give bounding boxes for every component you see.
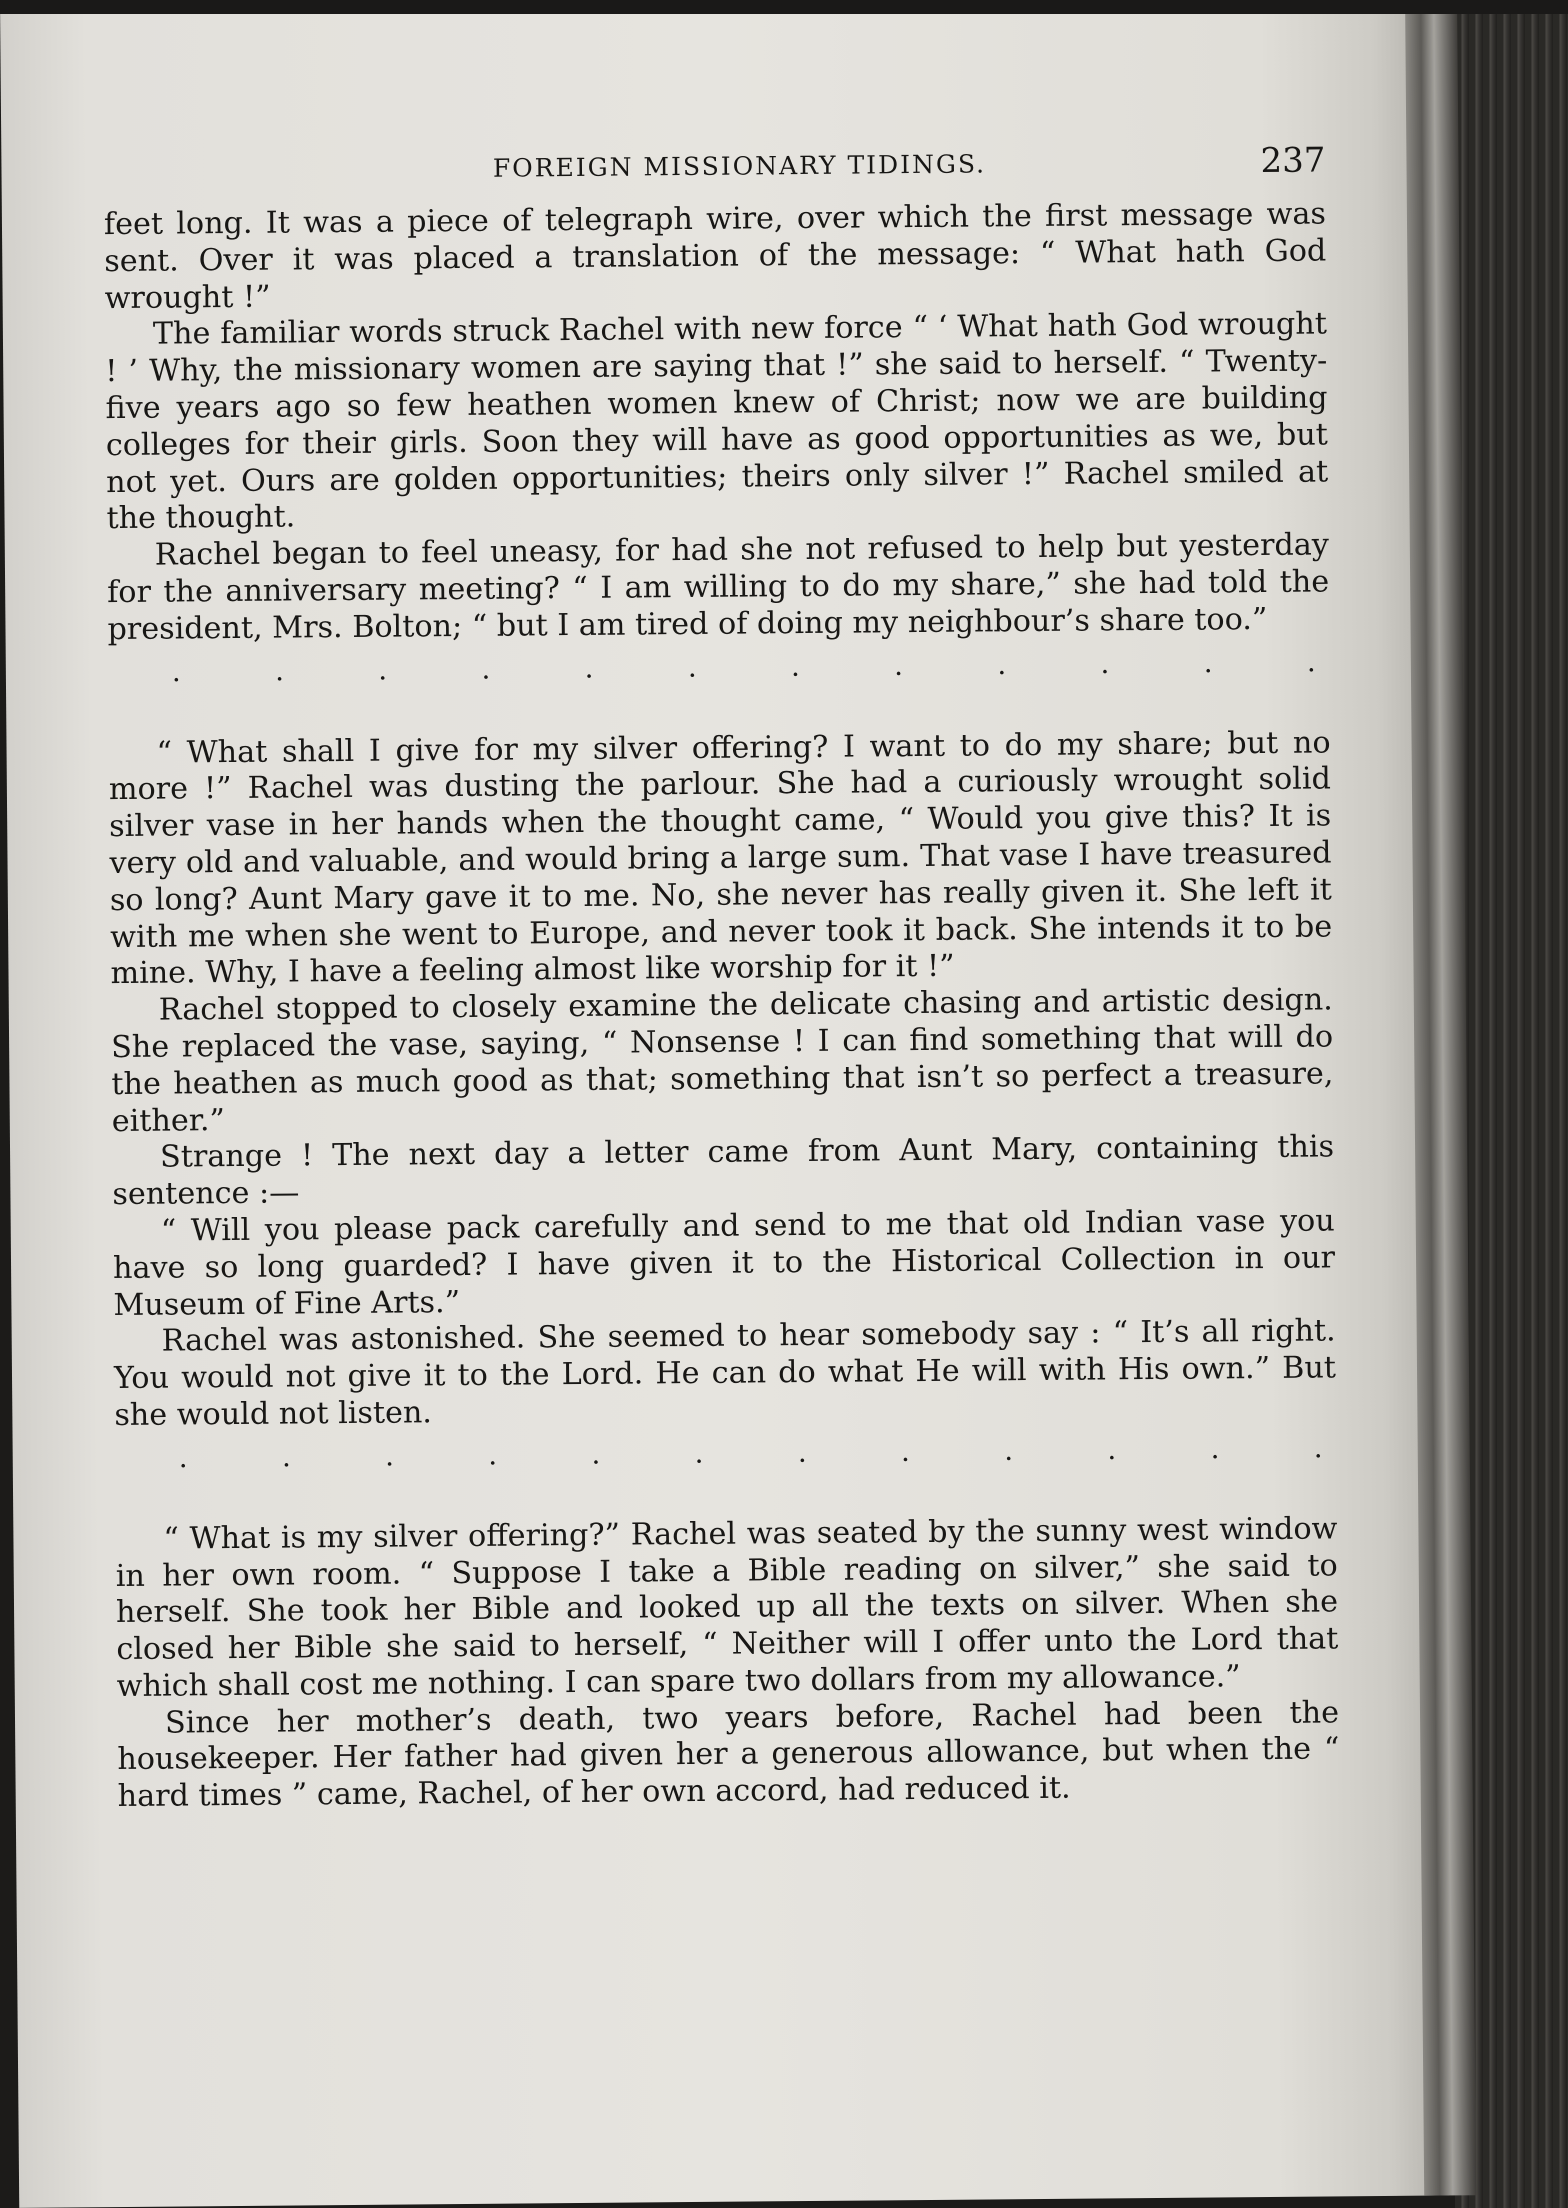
break-dot: · [591, 1445, 601, 1479]
break-dot: · [1306, 653, 1317, 687]
break-dot: · [385, 1447, 395, 1481]
paragraph-5: Rachel stopped to closely examine the delicate chasing and artistic design. She replaced the vase, saying, “ Nonsense ! I can find something that will do the heathen as much good as that; something that isn’t so perfect a treasure, either.” [110, 982, 1334, 1139]
paragraph-8: Rachel was astonished. She seemed to hear somebody say : “ It’s all right. You would not give it to the Lord. He can do what He will with His own.” But she would not listen. [113, 1313, 1337, 1433]
break-dot: · [900, 1442, 911, 1476]
break-dot: · [694, 1444, 704, 1478]
break-dot: · [1313, 1439, 1323, 1473]
break-dot: · [488, 1446, 498, 1480]
running-title: FOREIGN MISSIONARY TIDINGS. [492, 149, 987, 183]
paragraph-4: “ What shall I give for my silver offering? I want to do my share; but no more !” Rachel was dusting the parlour. She had a curiously wrought solid silver vase in her hands when the thought came, “ Would you give this? It is very old and valuable, and would bring a large sum. That vase I have treasured so long? Aunt Mary gave it to me. No, she never has really given it. She left it with me when she went to Europe, and never took it back. She intends it to be mine. Why, I have a feeling almost like worship for it !” [108, 724, 1333, 992]
section-break-dots [108, 652, 1330, 699]
paragraph-3: Rachel began to feel uneasy, for had she not refused to help but yesterday for the anniversary meeting? “ I am willing to do my share,” she had told the president, Mrs. Bolton; “ but I am tired of doing my neighbour’s share too.” [107, 527, 1330, 647]
paragraph-9: “ What is my silver offering?” Rachel was seated by the sunny west window in her own room. “ Suppose I take a Bible reading on silver,” she said to herself. She took her Bible and looked up all the texts on silver. When she closed her Bible she said to herself, “ Neither will I offer unto the Lord that which shall cost me nothing. I can spare two dollars from my allowance.” [115, 1511, 1339, 1704]
break-dot: · [1100, 654, 1110, 688]
running-header [103, 136, 1325, 207]
break-dot: · [1107, 1441, 1117, 1475]
break-dot: · [178, 1449, 188, 1483]
break-dot: · [1210, 1440, 1220, 1474]
text-block [103, 136, 1340, 1816]
break-dot: · [584, 659, 594, 693]
paragraph-10: Since her mother’s death, two years before, Rachel had been the housekeeper. Her father had given her a generous allowance, but when the “ hard times ” came, Rachel, of her own accord, had reduced it. [117, 1695, 1340, 1815]
paragraph-6: Strange ! The next day a letter came from Aunt Mary, containing this sentence :— [112, 1129, 1335, 1213]
paragraph-1: feet long. It was a piece of telegraph wire, over which the first message was sent. Over it was placed a translation of the message: “ What hath God wrought !” [103, 196, 1327, 316]
break-dot: · [481, 660, 491, 694]
break-dot: · [281, 1448, 292, 1482]
break-dot: · [997, 655, 1007, 689]
break-dot: · [687, 658, 697, 692]
section-break-dots-2 [115, 1438, 1337, 1485]
break-dot: · [1203, 654, 1213, 688]
break-dot: · [1004, 1441, 1014, 1475]
break-dot: · [797, 1443, 807, 1477]
page-number: 237 [1260, 140, 1326, 182]
break-dot: · [274, 662, 285, 696]
break-dot: · [790, 657, 801, 691]
break-dot: · [894, 656, 904, 690]
paragraph-2: The familiar words struck Rachel with new force “ ‘ What hath God wrought ! ’ Why, the missionary women are saying that !” she said to herself. “ Twenty-five years ago so few heathen women knew of Christ; now we are building colleges for their girls. Soon they will have as good opportunities as we, but not yet. Ours are golden opportunities; theirs only silver !” Rachel smiled at the thought. [105, 306, 1329, 537]
top-shadow [0, 0, 1568, 14]
break-dot: · [378, 661, 388, 695]
paragraph-7: “ Will you please pack carefully and send to me that old Indian vase you have so long guarded? I have given it to the Historical Collection in our Museum of Fine Arts.” [112, 1203, 1336, 1323]
break-dot: · [171, 663, 181, 697]
